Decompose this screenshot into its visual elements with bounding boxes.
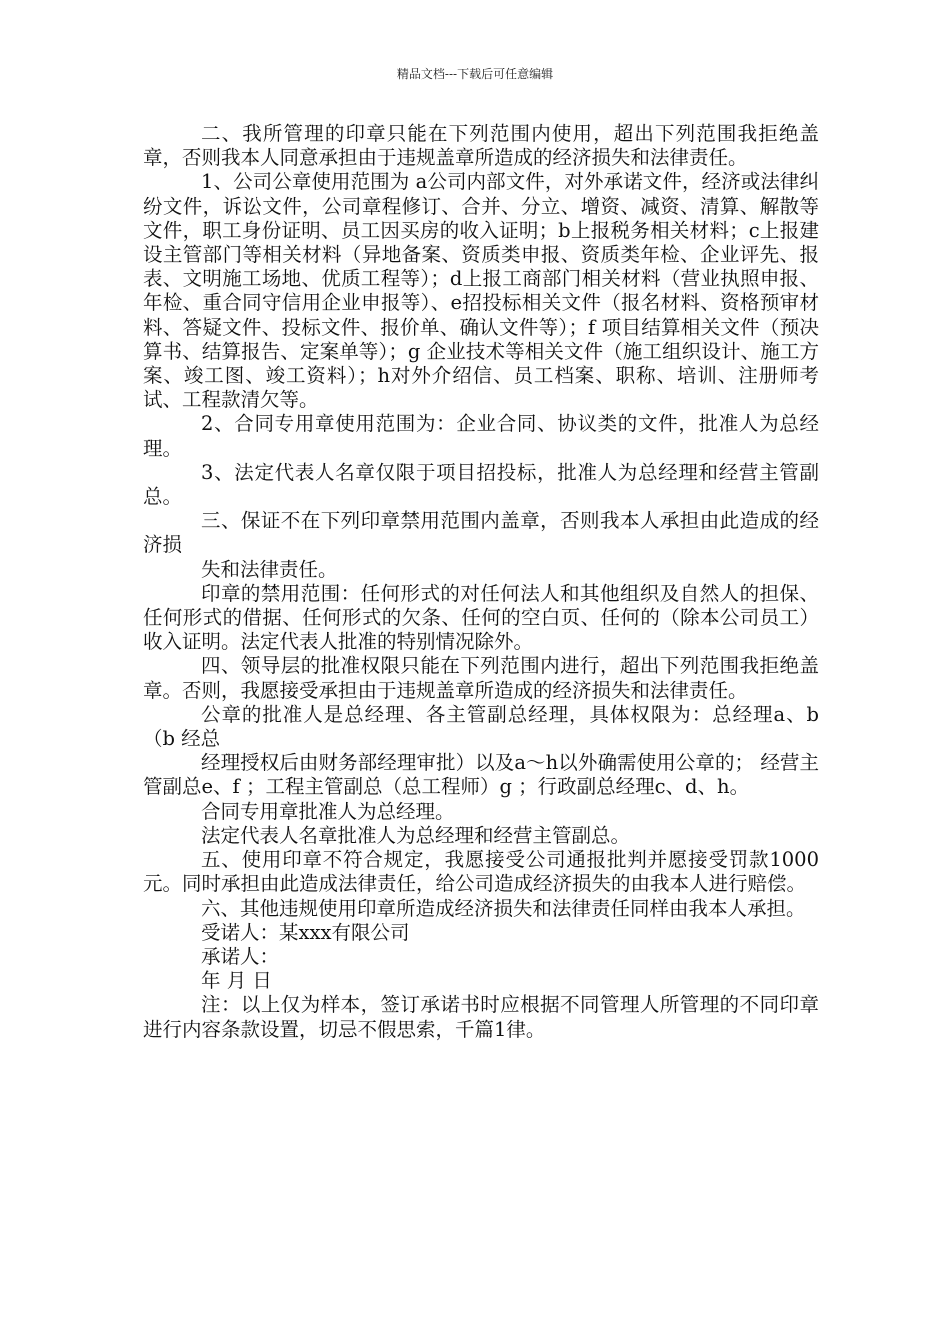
paragraph-contract-seal-approver: 合同专用章批准人为总经理。 bbox=[201, 799, 455, 823]
document-body bbox=[143, 122, 819, 1042]
paragraph-section-3-continued: 失和法律责任。 bbox=[201, 557, 338, 581]
paragraph-legal-rep-seal-scope: 3、法定代表人名章仅限于项目招投标，批准人为总经理和经营主管副总。 bbox=[143, 460, 819, 509]
date-line: 年 月 日 bbox=[201, 969, 272, 993]
paragraph-section-6: 六、其他违规使用印章所造成经济损失和法律责任同样由我本人承担。 bbox=[201, 896, 806, 920]
paragraph-prohibited-scope: 印章的禁用范围：任何形式的对任何法人和其他组织及自然人的担保、任何形式的借据、任何形式的欠条、任何的空白页、任何的（除本公司员工）收入证明。法定代表人批准的特别情况除外。 bbox=[143, 581, 819, 654]
paragraph-section-2: 二、我所管理的印章只能在下列范围内使用，超出下列范围我拒绝盖章，否则我本人同意承担由于违规盖章所造成的经济损失和法律责任。 bbox=[143, 122, 819, 170]
paragraph-contract-seal-scope: 2、合同专用章使用范围为：企业合同、协议类的文件，批准人为总经理。 bbox=[143, 412, 819, 460]
paragraph-approver-authority-continued: 经理授权后由财务部经理审批）以及a～h以外确需使用公章的； 经营主管副总e、f ；工程主管副总（总工程师）g ；行政副总经理c、d、h。 bbox=[143, 751, 819, 799]
paragraph-company-seal-scope: 1、公司公章使用范围为 a公司内部文件，对外承诺文件，经济或法律纠纷文件，诉讼文件，公司章程修订、合并、分立、增资、减资、清算、解散等文件，职工身份证明、员工因买房的收入证明；b上报税务相关材料；c上报建设主管部门等相关材料（异地备案、资质类申报、资质类年检、企业评先、报表、文明施工场地、优质工程等）；d上报工商部门相关材料（营业执照申报、年检、重合同守信用企业申报等）、e招投标相关文件（报名材料、资格预审材料、答疑文件、投标文件、报价单、确认文件等）；f 项目结算相关文件（预决算书、结算报告、定案单等）；g 企业技术等相关文件（施工组织设计、施工方案、竣工图、竣工资料）；h对外介绍信、员工档案、职称、培训、注册师考试、工程款清欠等。 bbox=[143, 170, 819, 412]
paragraph-section-4: 四、领导层的批准权限只能在下列范围内进行，超出下列范围我拒绝盖章。否则，我愿接受承担由于违规盖章所造成的经济损失和法律责任。 bbox=[143, 654, 819, 702]
promisor-line: 承诺人： bbox=[201, 944, 280, 968]
paragraph-section-3: 三、保证不在下列印章禁用范围内盖章，否则我本人承担由此造成的经济损 bbox=[143, 509, 819, 557]
promisee-line: 受诺人：某xxx有限公司 bbox=[201, 920, 410, 944]
page-header: 精品文档---下载后可任意编辑 bbox=[396, 67, 554, 81]
paragraph-approver-authority: 公章的批准人是总经理、各主管副总经理，具体权限为：总经理a、b（b 经总 bbox=[143, 702, 819, 751]
paragraph-section-5: 五、使用印章不符合规定，我愿接受公司通报批判并愿接受罚款1000元。同时承担由此造成法律责任，给公司造成经济损失的由我本人进行赔偿。 bbox=[143, 848, 819, 896]
paragraph-legal-rep-seal-approver: 法定代表人名章批准人为总经理和经营主管副总。 bbox=[201, 823, 631, 847]
note-paragraph: 注：以上仅为样本，签订承诺书时应根据不同管理人所管理的不同印章进行内容条款设置，切忌不假思索，千篇1律。 bbox=[143, 993, 819, 1041]
